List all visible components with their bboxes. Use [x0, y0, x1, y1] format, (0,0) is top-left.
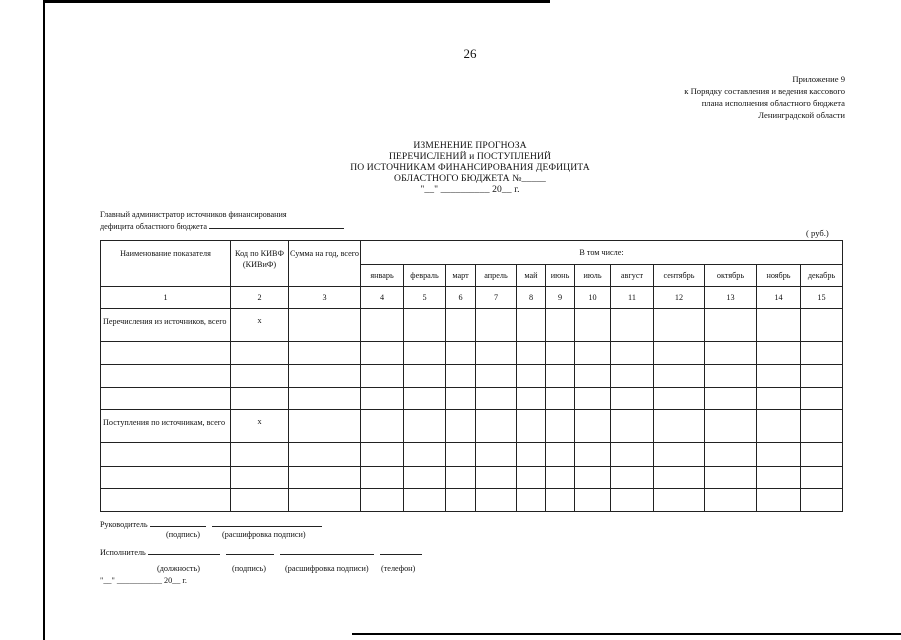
code-cell: x	[231, 309, 289, 342]
column-number: 6	[446, 287, 476, 309]
month-header: июнь	[546, 265, 575, 287]
administrator-field	[100, 209, 344, 232]
month-header: май	[517, 265, 546, 287]
administrator-label-1: Главный администратор источников финансирования	[100, 210, 287, 219]
forecast-table	[100, 240, 843, 512]
exec-decode-caption: (расшифровка подписи)	[285, 564, 369, 573]
table-row	[101, 365, 843, 388]
table-row	[101, 342, 843, 365]
column-number: 14	[757, 287, 801, 309]
title-line: ИЗМЕНЕНИЕ ПРОГНОЗА	[413, 140, 527, 151]
administrator-label-2: дефицита областного бюджета	[100, 222, 207, 231]
exec-position-caption: (должность)	[157, 564, 200, 573]
title-line: ОБЛАСТНОГО БЮДЖЕТА №_____	[394, 173, 546, 184]
month-header: февраль	[404, 265, 446, 287]
column-number: 3	[289, 287, 361, 309]
table-row	[101, 467, 843, 489]
scan-top-line	[44, 0, 550, 3]
exec-phone-caption: (телефон)	[381, 564, 416, 573]
title-line: "__" __________ 20__ г.	[420, 184, 520, 195]
month-header: ноябрь	[757, 265, 801, 287]
column-number: 2	[231, 287, 289, 309]
appendix-note	[684, 73, 845, 121]
title-line: ПЕРЕЧИСЛЕНИЙ и ПОСТУПЛЕНИЙ	[388, 151, 552, 162]
exec-position-blank	[148, 546, 220, 555]
code-cell: x	[231, 410, 289, 443]
table-row	[101, 410, 843, 443]
month-header: март	[446, 265, 476, 287]
head-label: Руководитель	[100, 520, 148, 529]
table-row	[101, 489, 843, 512]
table-row	[101, 443, 843, 467]
header-including: В том числе:	[361, 241, 843, 265]
scan-margin	[0, 0, 44, 640]
month-header: август	[611, 265, 654, 287]
table-row	[101, 388, 843, 410]
column-number: 12	[654, 287, 705, 309]
column-number: 11	[611, 287, 654, 309]
table-row	[101, 309, 843, 342]
header-code: Код по КИВФ (КИВиФ)	[231, 241, 289, 287]
document-title	[300, 140, 640, 195]
head-decode-blank	[212, 518, 322, 527]
exec-decode-blank	[280, 546, 374, 555]
appendix-line: плана исполнения областного бюджета	[701, 98, 845, 108]
month-header: сентябрь	[654, 265, 705, 287]
column-number: 15	[801, 287, 843, 309]
units-label: ( руб.)	[806, 228, 829, 238]
month-header: январь	[361, 265, 404, 287]
administrator-blank	[209, 220, 344, 229]
column-number: 7	[476, 287, 517, 309]
exec-sign-blank	[226, 546, 274, 555]
exec-signature-line	[100, 546, 422, 557]
title-line: ПО ИСТОЧНИКАМ ФИНАНСИРОВАНИЯ ДЕФИЦИТА	[350, 162, 590, 173]
column-number: 5	[404, 287, 446, 309]
month-header: октябрь	[705, 265, 757, 287]
exec-phone-blank	[380, 546, 422, 555]
row-label-transfers: Перечисления из источников, всего	[101, 309, 231, 342]
page-number: 26	[463, 46, 477, 61]
column-number: 4	[361, 287, 404, 309]
month-header: июль	[575, 265, 611, 287]
head-sign-caption: (подпись)	[166, 530, 200, 539]
column-number: 1	[101, 287, 231, 309]
exec-label: Исполнитель	[100, 548, 146, 557]
appendix-line: к Порядку составления и ведения кассового	[684, 86, 845, 96]
appendix-line: Ленинградской области	[758, 110, 845, 120]
month-header: декабрь	[801, 265, 843, 287]
column-number-row	[101, 287, 843, 309]
head-signature-line	[100, 518, 322, 529]
column-number: 13	[705, 287, 757, 309]
row-label-receipts: Поступления по источникам, всего	[101, 410, 231, 443]
head-sign-blank	[150, 518, 206, 527]
column-number: 9	[546, 287, 575, 309]
month-header: апрель	[476, 265, 517, 287]
date-line: "__" ___________ 20__ г.	[100, 576, 187, 585]
header-sum: Сумма на год, всего	[289, 241, 361, 287]
column-number: 10	[575, 287, 611, 309]
exec-sign-caption: (подпись)	[232, 564, 266, 573]
header-name: Наименование показателя	[101, 241, 231, 287]
appendix-line: Приложение 9	[792, 74, 845, 84]
column-number: 8	[517, 287, 546, 309]
scan-bottom-line	[352, 633, 901, 635]
head-decode-caption: (расшифровка подписи)	[222, 530, 306, 539]
scan-edge-line	[43, 0, 45, 640]
